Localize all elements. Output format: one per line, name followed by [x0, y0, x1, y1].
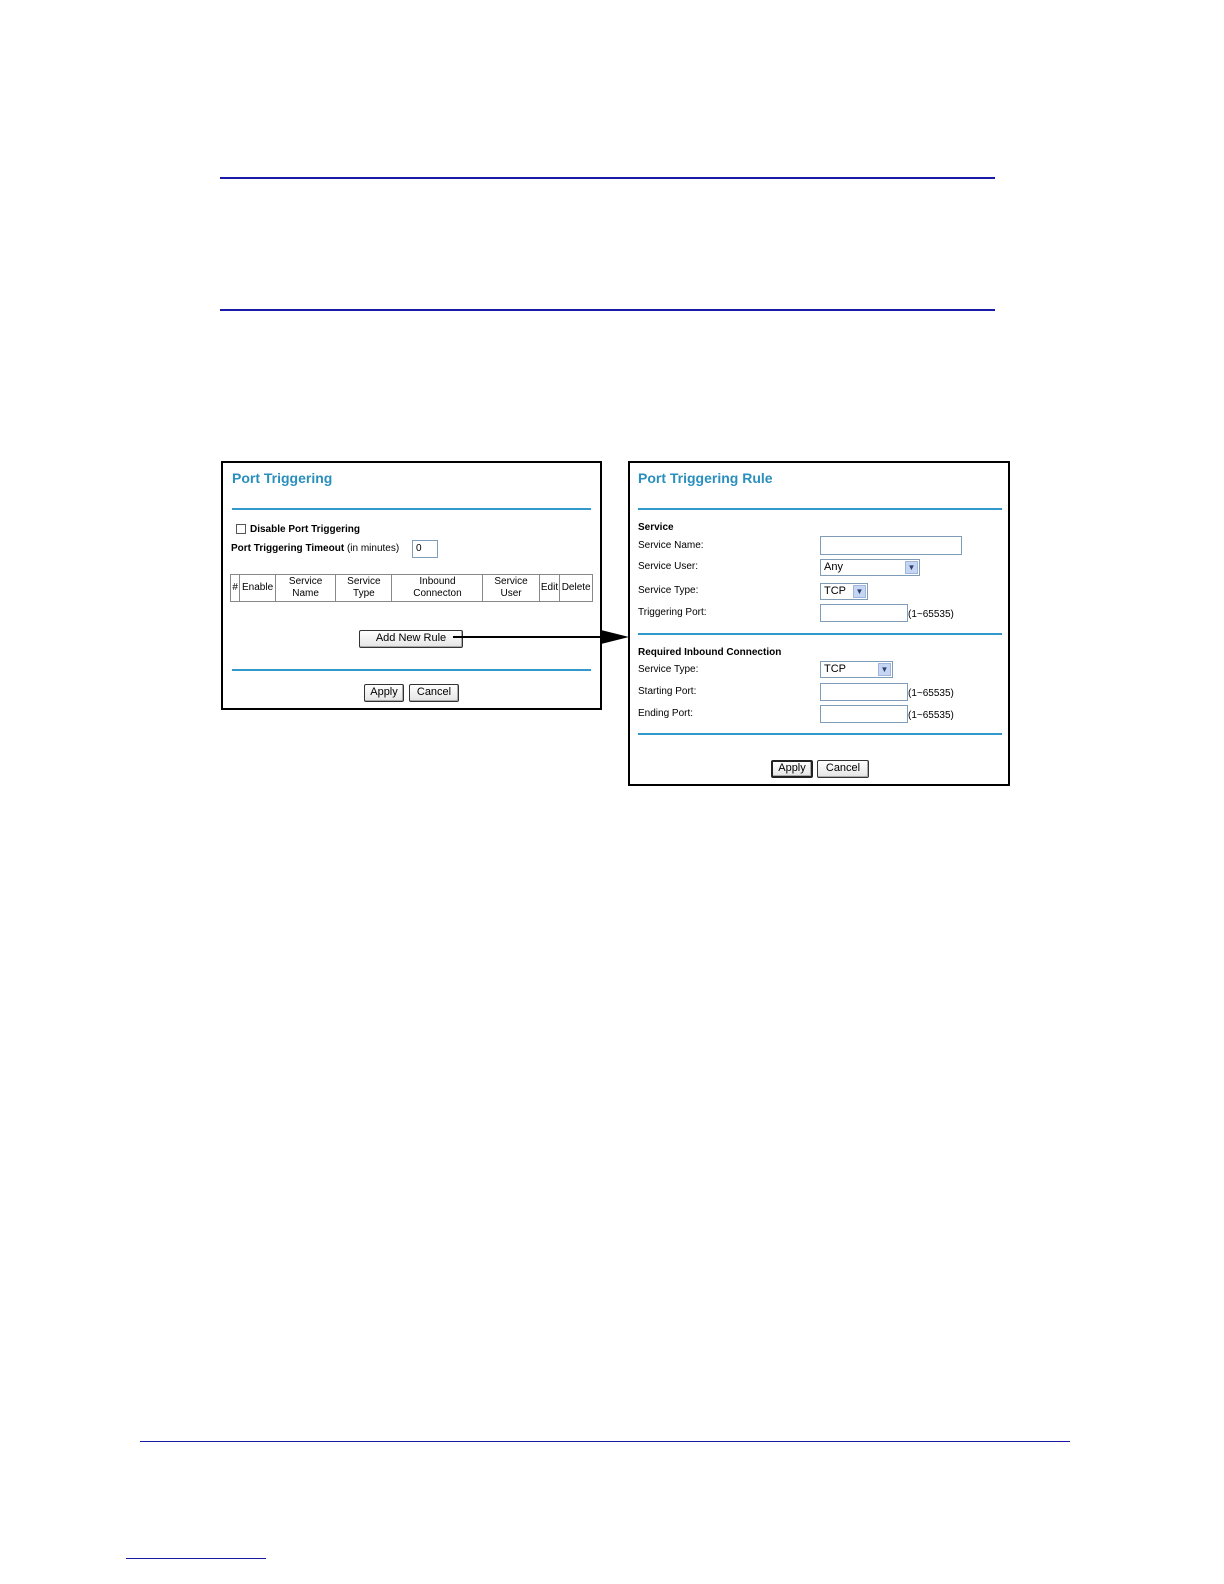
service-type-label: Service Type:	[638, 585, 699, 596]
col-delete: Delete	[560, 575, 593, 602]
service-name-label: Service Name:	[638, 540, 704, 551]
disable-port-triggering-checkbox[interactable]	[236, 524, 246, 534]
top-rule	[220, 177, 995, 179]
add-new-rule-button[interactable]: Add New Rule	[359, 630, 463, 648]
title-separator	[232, 508, 591, 510]
col-service-name: Service Name	[275, 575, 335, 602]
ending-port-range: (1~65535)	[908, 710, 954, 721]
service-user-value: Any	[824, 561, 843, 573]
timeout-label-text: Port Triggering Timeout	[231, 543, 345, 554]
service-user-label: Service User:	[638, 561, 699, 572]
service-separator	[638, 633, 1002, 635]
port-triggering-panel	[221, 461, 602, 710]
chevron-down-icon: ▼	[853, 585, 866, 598]
inbound-service-type-value: TCP	[824, 663, 846, 675]
chevron-down-icon: ▼	[905, 561, 918, 574]
timeout-input[interactable]: 0	[412, 540, 438, 558]
col-edit: Edit	[539, 575, 560, 602]
col-service-type: Service Type	[336, 575, 392, 602]
col-number: #	[231, 575, 240, 602]
table-header-row	[231, 575, 593, 602]
ending-port-label: Ending Port:	[638, 708, 694, 719]
rule-title-separator	[638, 508, 1002, 510]
triggering-port-input[interactable]	[820, 604, 908, 622]
service-type-select[interactable]	[820, 583, 868, 600]
starting-port-range: (1~65535)	[908, 688, 954, 699]
cancel-button[interactable]: Cancel	[409, 684, 459, 702]
service-user-select[interactable]	[820, 559, 920, 576]
disable-port-triggering-label: Disable Port Triggering	[250, 524, 361, 535]
page-title: Port Triggering	[232, 470, 333, 486]
upper-rule	[220, 309, 995, 311]
service-type-value: TCP	[824, 585, 846, 597]
rule-bottom-separator	[638, 733, 1002, 735]
triggering-port-range: (1~65535)	[908, 609, 954, 620]
rule-apply-button[interactable]: Apply	[771, 760, 813, 778]
col-enable: Enable	[240, 575, 276, 602]
timeout-unit: (in minutes)	[346, 543, 400, 554]
rule-page-title: Port Triggering Rule	[638, 470, 773, 486]
service-name-input[interactable]	[820, 536, 962, 555]
rule-cancel-button[interactable]: Cancel	[817, 760, 869, 778]
port-triggering-rule-panel	[628, 461, 1010, 786]
connector-line	[453, 636, 603, 638]
inbound-service-type-select[interactable]	[820, 661, 893, 678]
bottom-separator	[232, 669, 591, 671]
rules-table	[230, 574, 593, 602]
inbound-service-type-label: Service Type:	[638, 664, 699, 675]
timeout-label	[231, 543, 399, 554]
service-section-heading: Service	[638, 522, 674, 533]
footer-link-underline	[126, 1558, 266, 1559]
connector-arrowhead	[601, 630, 629, 644]
starting-port-input[interactable]	[820, 683, 908, 701]
triggering-port-label: Triggering Port:	[638, 607, 707, 618]
chevron-down-icon: ▼	[878, 663, 891, 676]
ending-port-input[interactable]	[820, 705, 908, 723]
inbound-section-heading: Required Inbound Connection	[638, 647, 782, 658]
starting-port-label: Starting Port:	[638, 686, 697, 697]
apply-button[interactable]: Apply	[364, 684, 404, 702]
col-inbound-connection: Inbound Connecton	[392, 575, 483, 602]
footer-rule	[140, 1441, 1070, 1442]
col-service-user: Service User	[483, 575, 539, 602]
